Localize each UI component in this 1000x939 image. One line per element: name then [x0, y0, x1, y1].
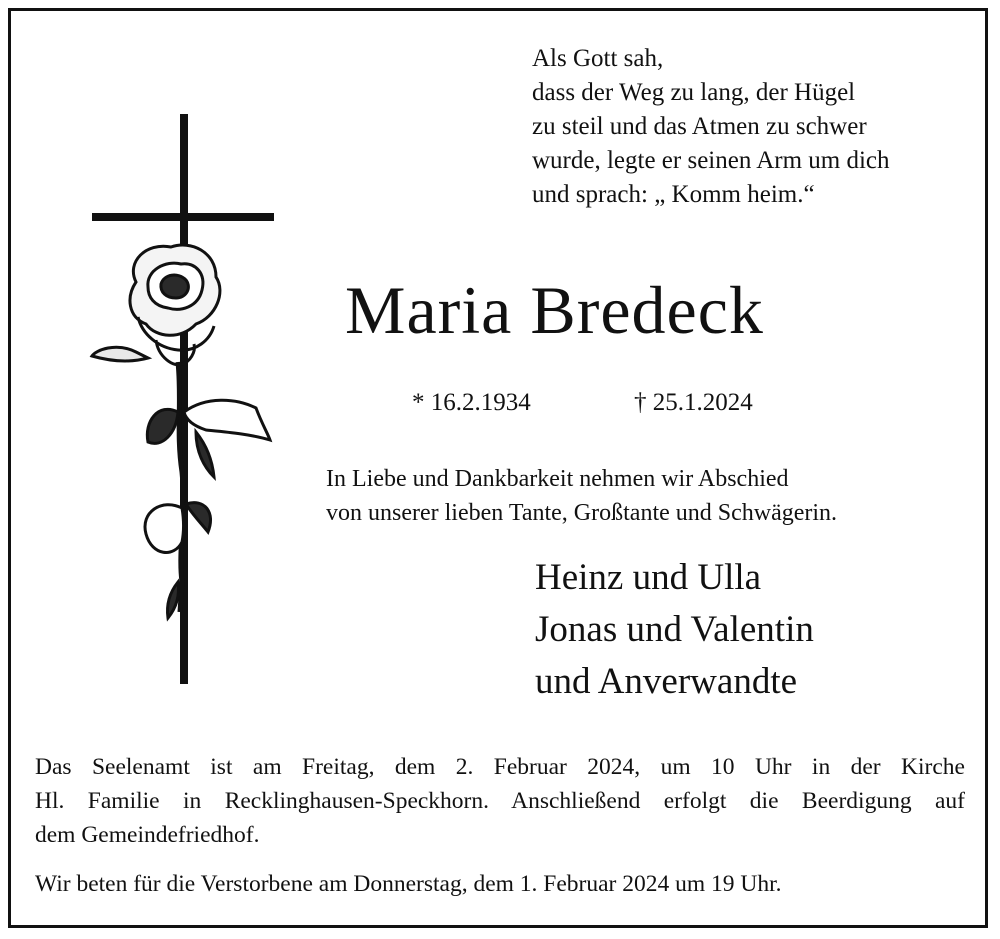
cross-with-rose-icon: [86, 112, 278, 686]
deceased-name: Maria Bredeck: [345, 272, 764, 348]
poem-line: Als Gott sah,: [532, 45, 664, 72]
service-line: dem Gemeindefriedhof.: [35, 822, 260, 848]
death-date: † 25.1.2024: [634, 389, 753, 416]
mourner-entry: Heinz und Ulla: [535, 557, 762, 598]
farewell-line: In Liebe und Dankbarkeit nehmen wir Abschied: [326, 466, 789, 492]
service-line: Hl. Familie in Recklinghausen-Speckhorn. Anschließend erfolgt die Beerdigung auf: [35, 788, 965, 814]
service-announcement: [35, 750, 965, 852]
poem-line: dass der Weg zu lang, der Hügel: [532, 79, 856, 106]
poem-line: wurde, legte er seinen Arm um dich: [532, 147, 890, 174]
farewell-text: [326, 462, 837, 530]
poem: [532, 42, 890, 212]
poem-line: zu steil und das Atmen zu schwer: [532, 113, 867, 140]
rose-bloom: [130, 245, 220, 365]
birth-date: * 16.2.1934: [412, 389, 531, 416]
mourners-list: [535, 552, 814, 708]
vigil-announcement: Wir beten für die Verstorbene am Donnerstag, dem 1. Februar 2024 um 19 Uhr.: [35, 871, 782, 897]
cross-horizontal-beam: [92, 213, 274, 221]
poem-line: und sprach: „ Komm heim.“: [532, 181, 815, 208]
mourner-entry: Jonas und Valentin: [535, 609, 814, 650]
farewell-line: von unserer lieben Tante, Großtante und Schwägerin.: [326, 500, 838, 526]
service-line: Das Seelenamt ist am Freitag, dem 2. Februar 2024, um 10 Uhr in der Kirche: [35, 754, 965, 780]
mourner-entry: und Anverwandte: [535, 661, 798, 702]
